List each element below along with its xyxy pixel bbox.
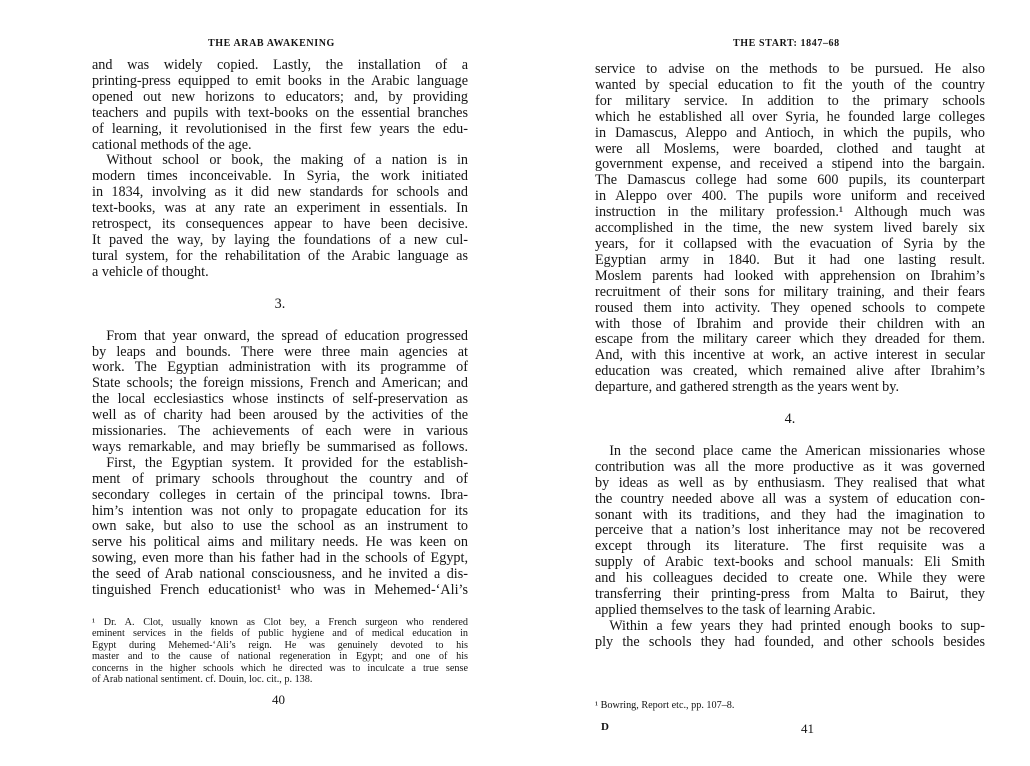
text-line: serve his political aims and military needs. He was keen on xyxy=(92,534,468,551)
section-gap xyxy=(92,281,468,297)
text-line: contribution was all the more productive as it was governed xyxy=(595,458,985,475)
text-line: in 1834, involving as it did new standards for schools and xyxy=(92,184,468,201)
text-line: retrospect, its consequences appear to have been decisive. xyxy=(92,216,468,233)
text-line: It paved the way, by laying the foundations of a new cul- xyxy=(92,231,468,248)
text-line: teachers and pupils with text-books on the essential branches xyxy=(92,104,468,121)
text-line: And, with this incentive at work, an active interest in secular xyxy=(595,347,985,364)
text-line: of learning, it revolutionised in the first few years the edu- xyxy=(92,120,468,137)
text-line: secondary colleges in certain of the principal towns. Ibra- xyxy=(92,486,468,503)
text-line: the country needed above all was a system of education con- xyxy=(595,490,985,507)
text-line: Egyptian army in 1840. But it had one lasting result. xyxy=(595,251,985,268)
text-line: instruction in the military profession.¹ Although much was xyxy=(595,204,985,221)
text-line: ment of primary schools throughout the country and of xyxy=(92,470,468,487)
text-line: accomplished in the time, the new system lived barely six xyxy=(595,220,985,237)
text-line: of Arab national sentiment. cf. Douin, loc. cit., p. 138. xyxy=(92,674,313,686)
page-number: 41 xyxy=(801,721,814,736)
text-line: which he established all over Syria, he founded large colleges xyxy=(595,108,985,125)
text-line: years, for it collapsed with the evacuation of Syria by the xyxy=(595,235,985,252)
text-line: modern times inconceivable. In Syria, the work initiated xyxy=(92,168,468,185)
text-line: roused them into activity. They opened schools to compete xyxy=(595,299,985,316)
running-head: THE START: 1847–68 xyxy=(733,38,840,49)
text-line: transferring their printing-press from Malta to Bairut, they xyxy=(595,586,985,603)
text-line: the local ecclesiastics whose instincts of self-preservation as xyxy=(92,391,468,408)
text-line: departure, and gathered strength as the years went by. xyxy=(595,379,899,396)
text-line: ¹ Dr. A. Clot, usually known as Clot bey, a French surgeon who rendered xyxy=(92,617,468,628)
running-head: THE ARAB AWAKENING xyxy=(208,38,335,49)
text-line: In the second place came the American missionaries whose xyxy=(595,442,985,459)
text-line: by leaps and bounds. There were three main agencies at xyxy=(92,343,468,360)
text-line: missionaries. The achievements of each were in various xyxy=(92,423,468,440)
text-line: ¹ Bowring, Report etc., pp. 107–8. xyxy=(595,700,735,711)
text-line: were all Moslems, were boarded, clothed and taught at xyxy=(595,140,985,157)
body-text xyxy=(595,62,985,651)
section-gap xyxy=(595,396,985,412)
text-line: tinguished French educationist¹ who was in Mehemed-‘Ali’s xyxy=(92,582,468,599)
text-line: him’s intention was not only to propagate education for its xyxy=(92,502,468,519)
section-gap xyxy=(92,313,468,329)
text-line: From that year onward, the spread of education progressed xyxy=(92,327,468,344)
text-line: except through its literature. The first requisite was a xyxy=(595,538,985,555)
text-line: text-books, was at any rate an experiment in essentials. In xyxy=(92,200,468,217)
text-line: eminent services in the fields of public hygiene and of medical education in xyxy=(92,628,468,640)
text-line: State schools; the foreign missions, French and American; and xyxy=(92,375,468,392)
text-line: escape from the military career which they dreaded for them. xyxy=(595,331,985,348)
section-number: 3. xyxy=(274,295,286,312)
text-line: sonant with its traditions, and they had the imagination to xyxy=(595,506,985,523)
text-line: and was widely copied. Lastly, the installation of a xyxy=(92,57,468,73)
text-line: in Damascus, Aleppo and Antioch, in which the pupils, who xyxy=(595,124,985,141)
page-number: 40 xyxy=(272,692,285,707)
text-line: recruitment of their sons for military training, and their fears xyxy=(595,283,985,300)
text-line: master and to the cause of national regeneration in Egypt; and one of his xyxy=(92,651,468,663)
text-line: in Aleppo over 400. The pupils wore uniform and received xyxy=(595,188,985,205)
section-number: 4. xyxy=(784,411,796,428)
text-line: education was created, which remained alive after Ibrahim’s xyxy=(595,363,985,380)
text-line: service to advise on the methods to be pursued. He also xyxy=(595,61,985,77)
text-line: the seed of Arab national consciousness, and he invited a dis- xyxy=(92,566,468,583)
text-line: a vehicle of thought. xyxy=(92,263,209,280)
right-page xyxy=(515,0,1030,766)
text-line: tural system, for the rehabilitation of the Arabic language as xyxy=(92,247,468,264)
text-line: ply the schools they had founded, and other schools besides xyxy=(595,633,985,650)
text-line: Without school or book, the making of a nation is in xyxy=(92,152,468,169)
text-line: government expense, and received a stipend into the bargain. xyxy=(595,156,985,173)
text-line: work. The Egyptian administration with its programme of xyxy=(92,359,468,376)
signature-mark: D xyxy=(601,721,609,733)
text-line: perceive that a nation’s lost inheritance may not be recovered xyxy=(595,522,985,539)
text-line: Egypt during Mehemed-‘Ali’s reign. He was genuinely devoted to his xyxy=(92,639,468,651)
text-line: cational methods of the age. xyxy=(92,136,252,153)
footnote xyxy=(92,617,468,685)
footnote xyxy=(595,700,985,711)
text-line: well as of charity had been aroused by the activities of the xyxy=(92,407,468,424)
text-line: Moslem parents had looked with apprehension on Ibrahim’s xyxy=(595,267,985,284)
text-line: printing-press equipped to emit books in the Arabic language xyxy=(92,72,468,89)
text-line: supply of Arabic text-books and school manuals: Eli Smith xyxy=(595,554,985,571)
text-line: sowing, even more than his father had in the schools of Egypt, xyxy=(92,550,468,567)
text-line: opened out new horizons to educators; and, by providing xyxy=(92,88,468,105)
text-line: own sake, but also to use the school as an instrument to xyxy=(92,518,468,535)
text-line: First, the Egyptian system. It provided for the establish- xyxy=(92,454,468,471)
section-gap xyxy=(595,428,985,444)
text-line: Within a few years they had printed enough books to sup- xyxy=(595,617,985,634)
text-line: concerns in the higher schools which he directed was to inculcate a true sense xyxy=(92,662,468,674)
body-text xyxy=(92,58,468,599)
text-line: wanted by special education to fit the youth of the country xyxy=(595,76,985,93)
text-line: The Damascus college had some 600 pupils, its counterpart xyxy=(595,172,985,189)
text-line: for military service. In addition to the primary schools xyxy=(595,92,985,109)
text-line: with those of Ibrahim and provide their children with an xyxy=(595,315,985,332)
text-line: by ideas as well as by enthusiasm. They realised that what xyxy=(595,474,985,491)
text-line: and his colleagues decided to create one. While they were xyxy=(595,570,985,587)
text-line: ways remarkable, and may briefly be summarised as follows. xyxy=(92,438,468,455)
text-line: applied themselves to the task of learning Arabic. xyxy=(595,602,876,618)
